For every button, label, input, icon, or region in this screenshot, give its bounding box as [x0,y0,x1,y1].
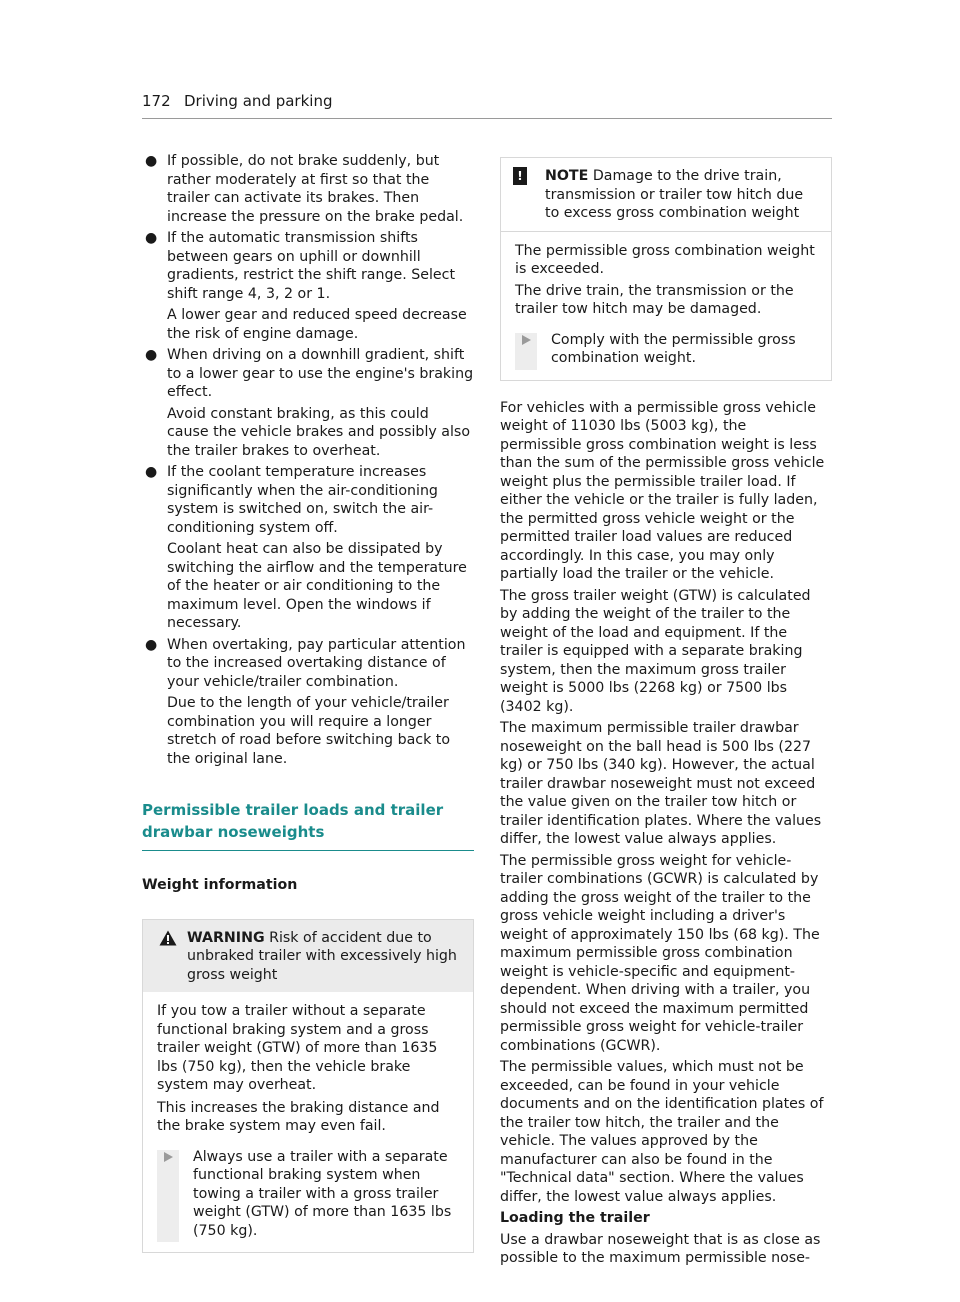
warning-body [143,992,473,1252]
action-text: Always use a trailer with a separate functional braking system when towing a trailer with a gross trailer weight (GTW) of more than 1635 lbs (750 kg). [193,1148,452,1239]
notice-icon: ! [513,167,527,186]
list-text: Avoid constant braking, as this could cause the vehicle brakes and possibly also the trailer brakes to overheat. [167,405,470,459]
list-item [142,229,474,343]
bullet-icon: ● [145,636,158,653]
notice-body [501,231,831,380]
notice-keyword: NOTE [545,168,589,184]
notice-box [500,157,832,381]
bullet-icon: ● [145,230,158,246]
action-text: Comply with the permissible gross combination weight. [551,331,796,366]
warning-header [143,920,473,993]
body-text [500,399,832,1268]
action-arrow-icon [522,335,531,345]
warning-text: This increases the braking distance and the brake system may even fail. [157,1099,440,1134]
right-column [500,157,832,1271]
warning-title-text: Risk of accident due to unbraked trailer with excessively high gross weight [187,929,457,983]
paragraph: For vehicles with a permissible gross vehicle weight of 11030 lbs (5003 kg), the permissible gross combination weight is less than the sum of the permissible gross vehicle weight plus the permissible trailer load. If either the vehicle or the trailer is fully laden, the permitted gross vehicle weight or the permitted trailer load values are reduced accordingly. In this case, you may only partially load the trailer or the vehicle. [500,399,825,582]
section-heading: Permissible trailer loads and trailer drawbar noseweights [142,799,474,851]
list-text: If the automatic transmission shifts between gears on uphill or downhill gradients, restrict the shift range. Select shift range 4, 3, 2 or 1. [167,230,456,302]
left-column [142,152,474,1253]
bullet-icon: ● [145,347,158,363]
list-text: Due to the length of your vehicle/trailer combination you will require a longer stretch of road before switching back to the original lane. [167,695,451,767]
paragraph: The maximum permissible trailer drawbar noseweight on the ball head is 500 lbs (227 kg) or 750 lbs (340 kg). However, the actual trailer drawbar noseweight must not exceed the value given on the trailer tow hitch or trailer identification plates. Where the values differ, the lowest value always applies. [500,720,822,847]
warning-triangle-icon [159,930,177,952]
section-title: Driving and parking [184,92,333,110]
tips-list [142,152,474,768]
warning-keyword: WARNING [187,929,265,946]
notice-text: The permissible gross combination weight is exceeded. [515,242,815,277]
list-text: When overtaking, pay particular attention to the increased overtaking distance of your vehicle/trailer combination. [167,636,466,690]
subheading-weight-information: Weight information [142,877,298,893]
notice-action [515,331,819,368]
action-arrow-icon [164,1152,173,1162]
list-item [142,346,474,460]
paragraph: The permissible gross weight for vehicle-trailer combinations (GCWR) is calculated by adding the gross weight of the trailer to the gross vehicle weight including a driver's weight of approximately 150 lbs (68 kg). The maximum permissible gross combination weight is vehicle-specific and equipment-dependent. When driving with a trailer, you should not exceed the maximum permitted permissible gross weight for vehicle-trailer combinations (GCWR). [500,852,820,1054]
notice-header [501,158,831,231]
paragraph: The permissible values, which must not be exceeded, can be found in your vehicle documents and on the identification plates of the trailer tow hitch, the trailer and the vehicle. The values approved by the manufacturer can also be found in the "Technical data" section. Where the values differ, the lowest value always applies. [500,1059,824,1205]
loading-heading: Loading the trailer [500,1210,650,1226]
warning-box [142,919,474,1254]
list-item [142,152,474,226]
loading-text: Use a drawbar noseweight that is as close as possible to the maximum permissible nose- [500,1231,821,1266]
warning-text: If you tow a trailer without a separate functional braking system and a gross trailer weight (GTW) of more than 1635 lbs (750 kg), then the vehicle brake system may overheat. [157,1003,438,1093]
list-text: If the coolant temperature increases significantly when the air-conditioning system is switched on, switch the air-conditioning system off. [167,464,438,536]
page-header [142,92,832,119]
warning-title [187,929,461,985]
notice-title [545,167,819,223]
notice-title-text: Damage to the drive train, transmission or trailer tow hitch due to excess gross combination weight [545,168,804,221]
action-bar [157,1150,179,1243]
list-text: If possible, do not brake suddenly, but rather moderately at first so that the trailer can activate its brakes. Then increase the pressure on the brake pedal. [167,153,464,225]
list-text: When driving on a downhill gradient, shift to a lower gear to use the engine's braking effect. [167,347,474,400]
warning-action [157,1148,461,1241]
list-text: A lower gear and reduced speed decrease the risk of engine damage. [167,307,467,342]
list-text: Coolant heat can also be dissipated by switching the airflow and the temperature of the heater or air conditioning to the maximum level. Open the windows if necessary. [167,541,467,631]
notice-text: The drive train, the transmission or the trailer tow hitch may be damaged. [515,282,794,317]
page-number: 172 [142,92,171,110]
bullet-icon: ● [145,464,158,480]
list-item [142,463,474,633]
paragraph: The gross trailer weight (GTW) is calculated by adding the weight of the trailer to the weight of the load and equipment. If the trailer is equipped with a separate braking system, then the maximum gross trailer weight is 5000 lbs (2268 kg) or 7500 lbs (3402 kg). [500,587,811,715]
list-item [142,636,474,769]
bullet-icon: ● [145,153,158,169]
